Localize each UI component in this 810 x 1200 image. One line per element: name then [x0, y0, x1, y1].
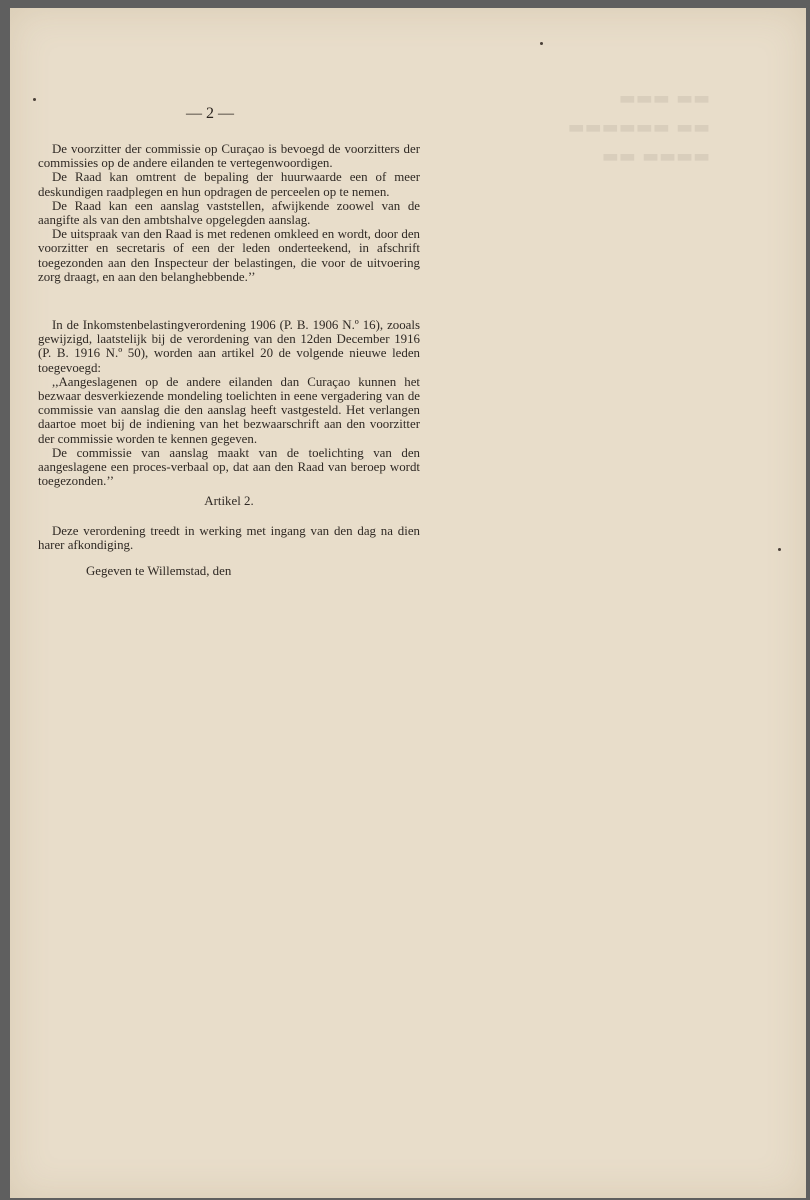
paragraph: De uitspraak van den Raad is met redenen omkleed en wordt, door den voorzitter en secretaris of een der leden onderteekend, in afschrift toegezonden aan den Inspecteur der belastingen, die voor de uitvoering zorg draagt, en aan den belanghebbende.’’	[38, 227, 420, 284]
ink-speck-2	[33, 98, 36, 101]
paragraph: De commissie van aanslag maakt van de toelichting van den aangeslagene een proces-verbaal op, dat aan den Raad van beroep wordt toegezonden.’’	[38, 445, 420, 489]
article-heading: Artikel 2.	[204, 494, 254, 508]
paragraph: De Raad kan een aanslag vaststellen, afwijkende zoowel van de aangifte als van den ambtshalve opgelegden aanslag.	[38, 198, 420, 228]
section-3	[38, 524, 420, 552]
paragraph: De Raad kan omtrent de bepaling der huurwaarde een of meer deskundigen raadplegen en hun opdragen de perceelen op te nemen.	[38, 170, 420, 199]
paragraph: In de Inkomstenbelastingverordening 1906 (P. B. 1906 N.º 16), zooals gewijzigd, laatstelijk bij de verordening van den 12den December 1916 (P. B. 1916 N.º 50), worden aan artikel 20 de volgende nieuwe leden toegevoegd:	[38, 318, 420, 375]
closing-block	[38, 564, 420, 578]
closing-line: Gegeven te Willemstad, den	[86, 564, 232, 578]
ink-speck-1	[540, 42, 543, 45]
section-1	[38, 142, 420, 284]
ink-speck-3	[778, 548, 781, 551]
section-2	[38, 318, 420, 488]
paragraph: ,,Aangeslagenen op de andere eilanden dan Curaçao kunnen het bezwaar desverkiezende mondeling toelichten in eene vergadering van de commissie van aanslag die den aanslag heeft vastgesteld. Het verlangen daartoe moet bij de indiening van het bezwaarschrift aan den voorzitter der commissie worden te kennen gegeven.	[38, 374, 420, 446]
bleed-through-marks: ▬▬▬ ▬▬ ▬▬▬▬▬▬ ▬▬ ▬▬ ▬▬▬▬	[567, 88, 710, 167]
paragraph: Deze verordening treedt in werking met ingang van den dag na dien harer afkondiging.	[38, 524, 420, 553]
paragraph: De voorzitter der commissie op Curaçao is bevoegd de voorzitters der commissies op de andere eilanden te vertegenwoordigen.	[38, 142, 420, 171]
article-heading-block	[38, 494, 420, 508]
page-number: — 2 —	[186, 105, 234, 122]
